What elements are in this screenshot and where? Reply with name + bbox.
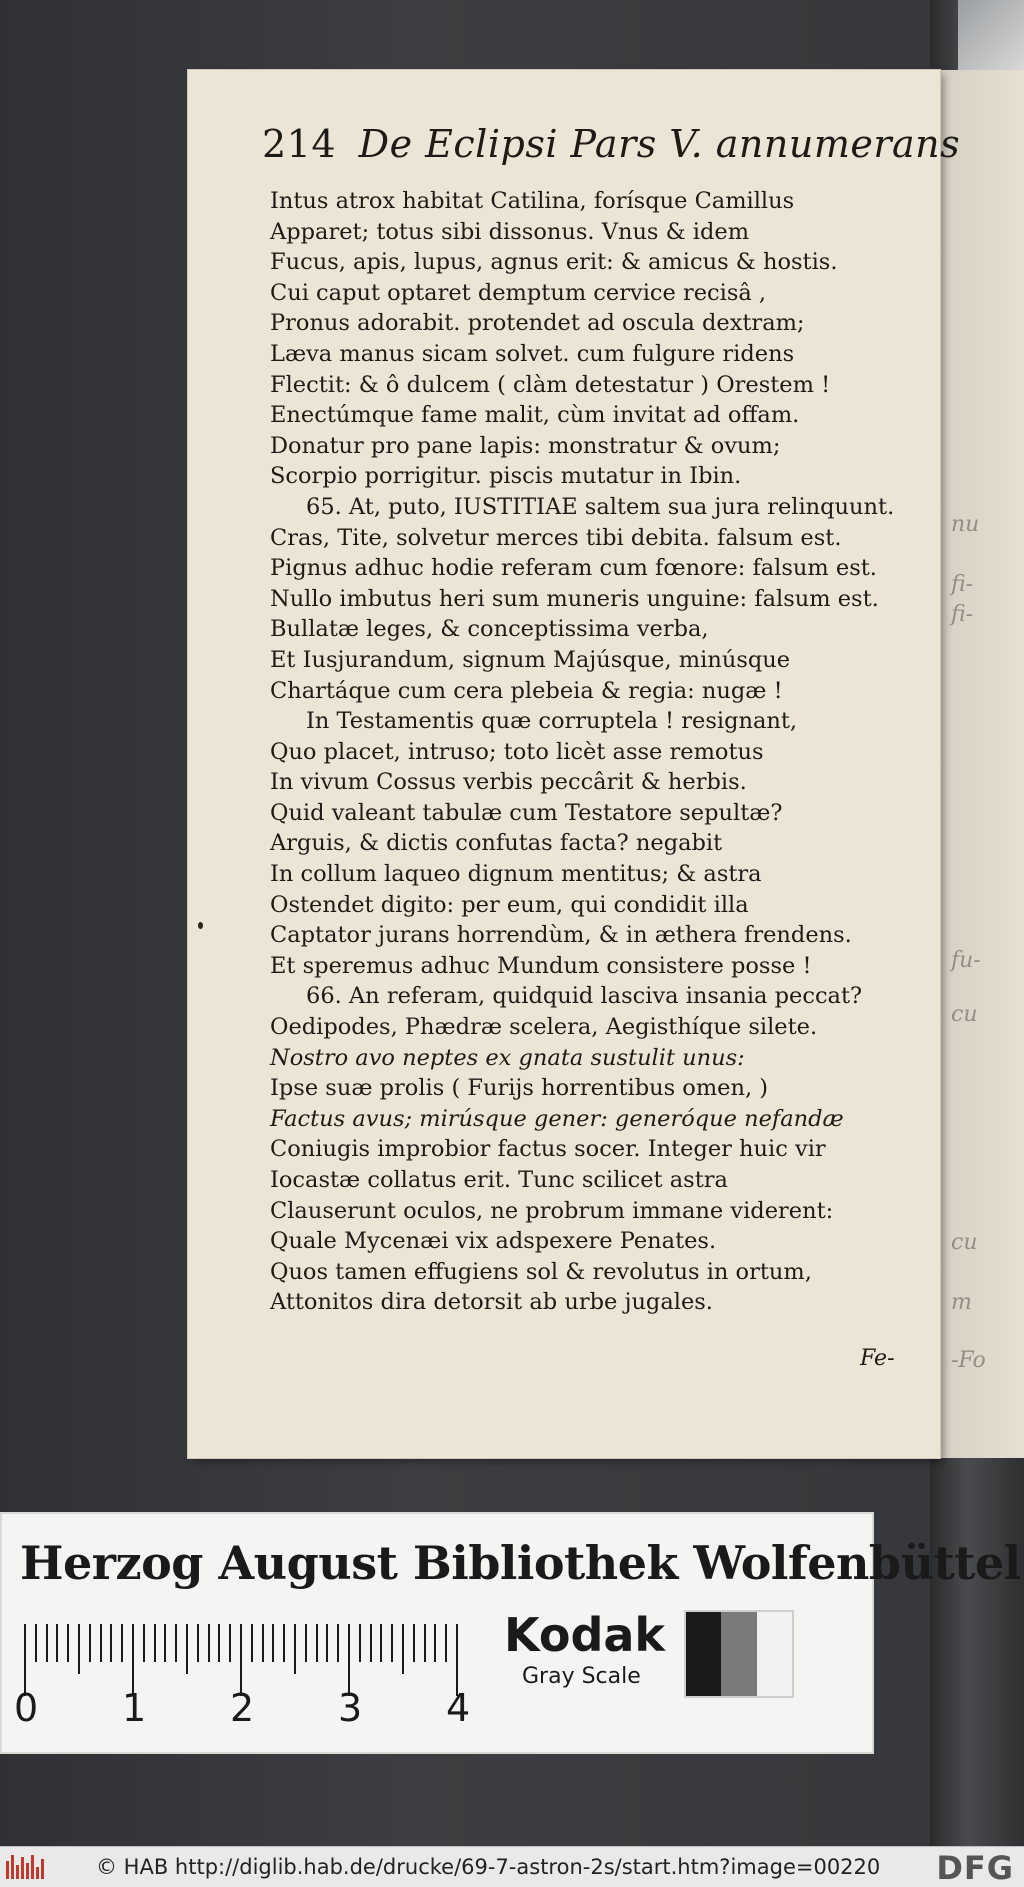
ruler-tick — [56, 1624, 58, 1662]
ruler-tick — [175, 1624, 177, 1662]
adjacent-page-fragment: m — [951, 1290, 972, 1315]
text-line: Iocastæ collatus erit. Tunc scilicet astra — [270, 1167, 728, 1193]
text-line: Flectit: & ô dulcem ( clàm detestatur ) Orestem ! — [270, 371, 831, 398]
ruler-tick — [424, 1624, 426, 1662]
ruler-label: 4 — [446, 1686, 471, 1730]
ruler-tick — [294, 1624, 296, 1674]
text-line: Cras, Tite, solvetur merces tibi debita. falsum est. — [270, 524, 842, 551]
brand-subtitle: Gray Scale — [522, 1664, 641, 1689]
text-line: Intus atrox habitat Catilina, forísque Camillus — [270, 188, 795, 214]
barcode-icon — [6, 1855, 46, 1879]
adjacent-page-fragment: -Fo — [951, 1348, 986, 1373]
copyright-url[interactable]: © HAB http://diglib.hab.de/drucke/69-7-astron-2s/start.htm?image=00220 — [96, 1855, 881, 1879]
body-text — [270, 186, 920, 1318]
text-line: Captator jurans horrendùm, & in æthera frendens. — [270, 922, 852, 949]
ruler-label: 1 — [122, 1686, 147, 1730]
ruler-label: 2 — [230, 1686, 255, 1730]
text-line: Quale Mycenæi vix adspexere Penates. — [270, 1228, 717, 1255]
text-line: Arguis, & dictis confutas facta? negabit — [270, 830, 723, 857]
ruler-tick — [434, 1624, 436, 1662]
adjacent-page — [940, 70, 1024, 1458]
adjacent-page-fragment: cu — [951, 1002, 978, 1027]
text-line: Et speremus adhuc Mundum consistere posse ! — [270, 952, 812, 979]
color-reference-card — [0, 1512, 1021, 1754]
ruler-tick — [380, 1624, 382, 1662]
ruler-tick — [143, 1624, 145, 1662]
ruler-label: 0 — [14, 1686, 39, 1730]
text-line: 65. At, puto, IUSTITIAE saltem sua jura relinquunt. — [306, 493, 895, 520]
ruler-tick — [89, 1624, 91, 1662]
text-line: Chartáque cum cera plebeia & regia: nugæ ! — [270, 677, 783, 704]
text-line: Clauserunt oculos, ne probrum immane viderent: — [270, 1197, 834, 1224]
text-line: Pignus adhuc hodie referam cum fœnore: falsum est. — [270, 555, 877, 582]
ruler-tick — [402, 1624, 404, 1674]
ruler-tick — [272, 1624, 274, 1662]
ruler-tick — [251, 1624, 253, 1662]
text-line: Ostendet digito: per eum, qui condidit illa — [270, 891, 749, 918]
text-line: In Testamentis quæ corruptela ! resignant, — [306, 708, 798, 735]
ruler-tick — [110, 1624, 112, 1662]
text-line: Quo placet, intruso; toto licèt asse remotus — [270, 738, 764, 765]
text-line: Donatur pro pane lapis: monstratur & ovum; — [270, 432, 781, 459]
text-line: Ipse suæ prolis ( Furijs horrentibus omen, ) — [270, 1075, 769, 1102]
adjacent-page-fragment: fi- — [951, 572, 974, 597]
text-line: Nostro avo neptes ex gnata sustulit unus: — [270, 1044, 745, 1071]
ruler-tick — [262, 1624, 264, 1662]
text-line: Apparet; totus sibi dissonus. Vnus & idem — [270, 218, 750, 245]
catchword: Fe- — [860, 1346, 895, 1371]
ruler-tick — [359, 1624, 361, 1662]
text-line: 66. An referam, quidquid lasciva insania peccat? — [306, 983, 863, 1010]
ruler-tick — [391, 1624, 393, 1662]
ruler-tick — [370, 1624, 372, 1662]
gray-swatch — [686, 1612, 721, 1696]
page-header — [262, 122, 961, 166]
ruler-tick — [208, 1624, 210, 1662]
dfg-logo: DFG — [936, 1849, 1014, 1887]
page-number: 214 — [262, 122, 337, 166]
brand-logo: Kodak — [504, 1608, 665, 1662]
gray-scale-swatches — [684, 1610, 794, 1698]
ruler-tick — [197, 1624, 199, 1662]
text-line: Cui caput optaret demptum cervice recisâ , — [270, 279, 767, 306]
text-line: Coniugis improbior factus socer. Integer huic vir — [270, 1136, 826, 1163]
viewer-footer — [0, 1846, 1024, 1887]
ruler-tick — [316, 1624, 318, 1662]
text-line: Oedipodes, Phædræ scelera, Aegisthíque silete. — [270, 1014, 818, 1041]
adjacent-page-fragment: fu- — [951, 948, 981, 973]
running-title: De Eclipsi Pars V. annumerans — [358, 122, 961, 166]
adjacent-page-fragment: nu — [951, 512, 980, 537]
text-line: In vivum Cossus verbis peccârit & herbis. — [270, 769, 747, 796]
text-line: In collum laqueo dignum mentitus; & astra — [270, 861, 762, 888]
ruler-tick — [154, 1624, 156, 1662]
ruler-tick — [445, 1624, 447, 1662]
text-line: Fucus, apis, lupus, agnus erit: & amicus & hostis. — [270, 249, 838, 276]
ruler-tick — [283, 1624, 285, 1662]
ruler-tick — [229, 1624, 231, 1662]
text-line: Læva manus sicam solvet. cum fulgure ridens — [270, 340, 795, 367]
text-line: Attonitos dira detorsit ab urbe jugales. — [270, 1289, 713, 1316]
ruler-tick — [67, 1624, 69, 1662]
ruler-tick — [164, 1624, 166, 1662]
ruler-tick — [100, 1624, 102, 1662]
ruler-tick — [121, 1624, 123, 1662]
text-line: Scorpio porrigitur. piscis mutatur in Ibin. — [270, 463, 742, 490]
text-line: Pronus adorabit. protendet ad oscula dextram; — [270, 310, 805, 337]
text-line: Enectúmque fame malit, cùm invitat ad offam. — [270, 402, 800, 429]
ruler-tick — [337, 1624, 339, 1662]
text-line: Et Iusjurandum, signum Majúsque, minúsque — [270, 646, 791, 673]
ruler-tick — [326, 1624, 328, 1662]
gray-swatch — [721, 1612, 756, 1696]
text-line: Factus avus; mirúsque gener: generóque nefandæ — [270, 1105, 844, 1132]
text-line: Nullo imbutus heri sum muneris unguine: falsum est. — [270, 585, 879, 612]
text-line: Bullatæ leges, & conceptissima verba, — [270, 616, 709, 643]
ruler-label: 3 — [338, 1686, 363, 1730]
ruler-tick — [218, 1624, 220, 1662]
board-highlight — [958, 0, 1024, 70]
adjacent-page-fragment: fi- — [951, 602, 974, 627]
ruler-tick — [413, 1624, 415, 1662]
ruler-tick — [46, 1624, 48, 1662]
margin-mark — [198, 922, 203, 929]
text-line: Quid valeant tabulæ cum Testatore sepultæ? — [270, 799, 783, 826]
ruler-tick — [305, 1624, 307, 1662]
ruler-tick — [35, 1624, 37, 1662]
gray-swatch — [757, 1612, 792, 1696]
ruler-tick — [186, 1624, 188, 1674]
adjacent-page-fragment: cu — [951, 1230, 978, 1255]
text-line: Quos tamen effugiens sol & revolutus in ortum, — [270, 1258, 812, 1285]
library-name: Herzog August Bibliothek Wolfenbüttel — [20, 1536, 1021, 1590]
ruler-tick — [78, 1624, 80, 1674]
